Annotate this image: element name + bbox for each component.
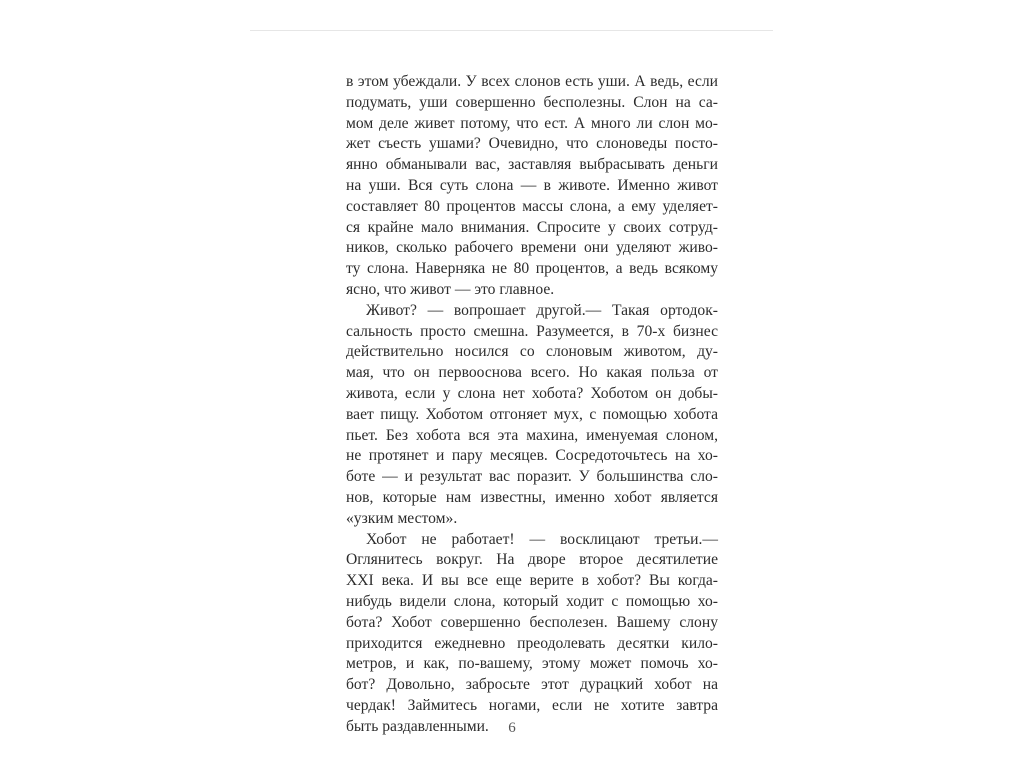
text-line: «узким местом». xyxy=(346,509,458,527)
text-line: чердак! Займитесь ногами, если не хотите завтра xyxy=(346,696,718,714)
text-line: ся крайне мало внимания. Спросите у своих сотруд- xyxy=(346,218,718,236)
text-line: янно обманывали вас, заставляя выбрасывать деньги xyxy=(346,156,718,174)
text-line: метров, и как, по-вашему, этому может помочь хо- xyxy=(346,655,718,673)
text-line: на уши. Вся суть слона — в животе. Именно живот xyxy=(346,176,718,194)
text-line: быть раздавленными. xyxy=(346,717,489,735)
text-line: в этом убеждали. У всех слонов есть уши. А ведь, если xyxy=(346,73,718,90)
text-line: вает пищу. Хоботом отгоняет мух, с помощью хобота xyxy=(346,405,718,423)
text-line: сальность просто смешна. Разумеется, в 70-х бизнес xyxy=(346,322,718,340)
text-line: нибудь видели слона, который ходит с помощью хо- xyxy=(346,592,718,610)
page-number: 6 xyxy=(508,720,516,736)
paragraph-3 xyxy=(346,530,718,738)
text-line: мая, что он первооснова всего. Но какая польза от xyxy=(346,364,718,382)
text-line: подумать, уши совершенно бесполезны. Слон на са- xyxy=(346,93,718,111)
body-text xyxy=(346,72,718,738)
text-line: боте — и результат вас поразит. У большинства сло- xyxy=(346,468,718,486)
text-line: бот? Довольно, забросьте этот дурацкий хобот на xyxy=(346,676,718,694)
text-line: составляет 80 процентов массы слона, а ему уделяет- xyxy=(346,197,718,215)
top-divider xyxy=(250,30,773,31)
text-line: действительно носился со слоновым животом, ду- xyxy=(346,343,718,361)
text-line: Живот? — вопрошает другой.— Такая ортодок- xyxy=(366,301,718,319)
paragraph-1 xyxy=(346,72,718,301)
text-line: Оглянитесь вокруг. На дворе второе десятилетие xyxy=(346,551,718,569)
text-line: приходится ежедневно преодолевать десятки кило- xyxy=(346,634,718,652)
text-line: ников, сколько рабочего времени они уделяют живо- xyxy=(346,239,718,257)
text-line: Хобот не работает! — восклицают третьи.— xyxy=(366,530,718,548)
text-line: ту слона. Наверняка не 80 процентов, а ведь всякому xyxy=(346,260,718,278)
text-line: ясно, что живот — это главное. xyxy=(346,280,555,298)
text-line: пьет. Без хобота вся эта махина, именуемая слоном, xyxy=(346,426,718,444)
text-line: нов, которые нам известны, именно хобот является xyxy=(346,488,718,506)
paragraph-2 xyxy=(346,301,718,530)
text-line: живота, если у слона нет хобота? Хоботом он добы- xyxy=(346,384,718,402)
text-line: жет съесть ушами? Очевидно, что слоноведы посто- xyxy=(346,135,718,153)
text-line: XXI века. И вы все еще верите в хобот? Вы когда- xyxy=(346,572,718,590)
text-line: бота? Хобот совершенно бесполезен. Вашему слону xyxy=(346,613,718,631)
text-line: не протянет и пару месяцев. Сосредоточьтесь на хо- xyxy=(346,447,718,465)
text-line: мом деле живет потому, что ест. А много ли слон мо- xyxy=(346,114,718,132)
